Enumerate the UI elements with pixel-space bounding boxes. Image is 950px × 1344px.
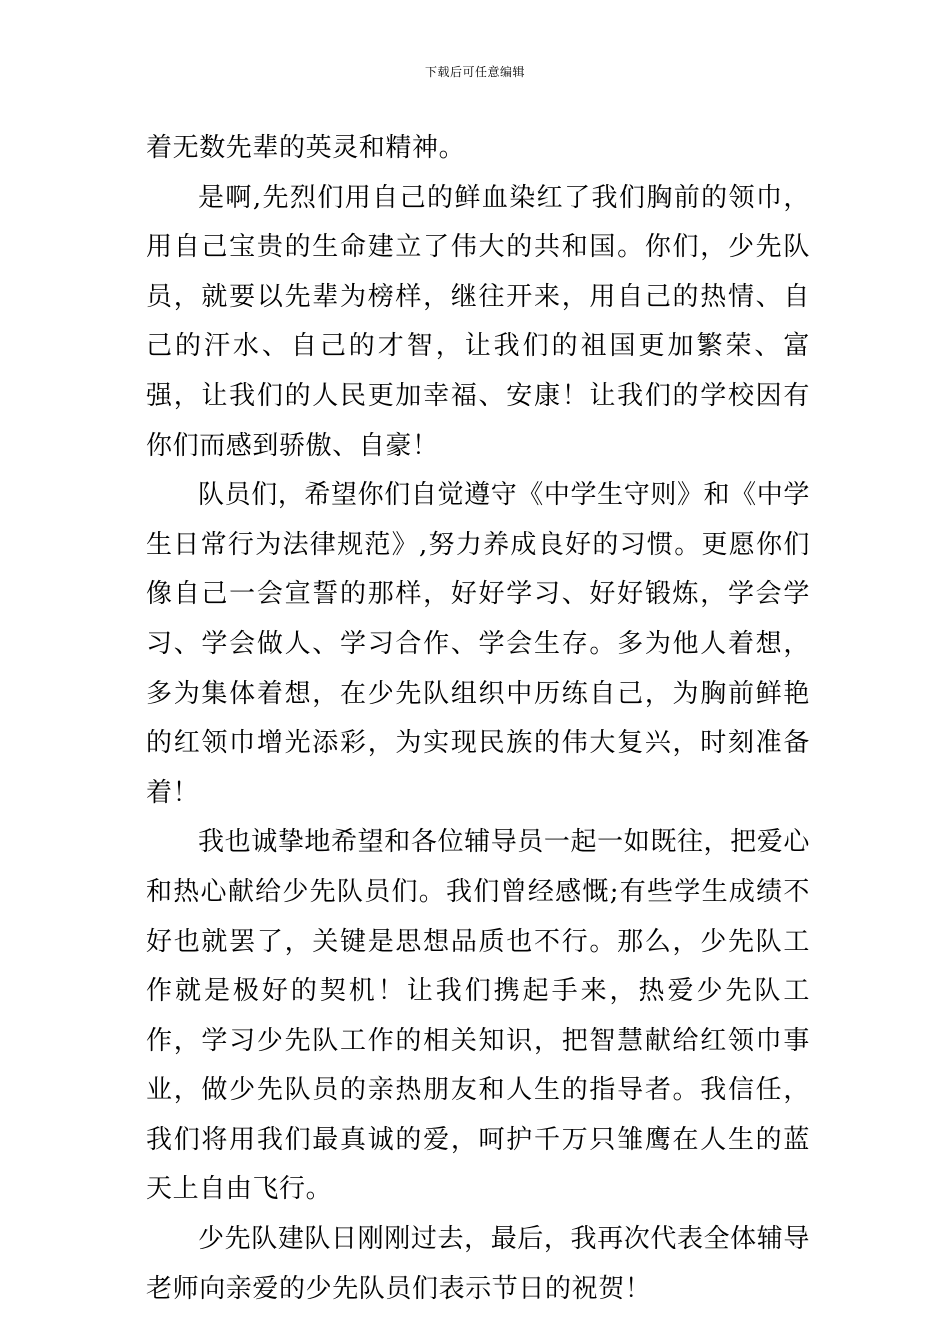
page-header-note: 下载后可任意编辑 (424, 65, 525, 79)
paragraph-3: 队员们，希望你们自觉遵守《中学生守则》和《中学生日常行为法律规范》,努力养成良好的习惯。更愿你们像自己一会宣誓的那样，好好学习、好好锻炼，学会学习、学会做人、学习合作、学会生存。多为他人着想，多为集体着想，在少先队组织中历练自己，为胸前鲜艳的红领巾增光添彩，为实现民族的伟大复兴，时刻准备着！ (146, 480, 810, 808)
paragraph-2: 是啊,先烈们用自己的鲜血染红了我们胸前的领巾，用自己宝贵的生命建立了伟大的共和国。你们，少先队员，就要以先辈为榜样，继往开来，用自己的热情、自己的汗水、自己的才智，让我们的祖国更加繁荣、富强，让我们的人民更加幸福、安康！让我们的学校因有你们而感到骄傲、自豪！ (146, 182, 810, 461)
paragraph-1: 着无数先辈的英灵和精神。 (146, 133, 466, 163)
paragraph-4: 我也诚挚地希望和各位辅导员一起一如既往，把爱心和热心献给少先队员们。我们曾经感慨;有些学生成绩不好也就罢了，关键是思想品质也不行。那么，少先队工作就是极好的契机！让我们携起手来，热爱少先队工作，学习少先队工作的相关知识，把智慧献给红领巾事业，做少先队员的亲热朋友和人生的指导者。我信任，我们将用我们最真诚的爱，呵护千万只雏鹰在人生的蓝天上自由飞行。 (146, 827, 810, 1205)
paragraph-5: 少先队建队日刚刚过去，最后，我再次代表全体辅导老师向亲爱的少先队员们表示节日的祝贺！ (146, 1224, 810, 1304)
document-body (146, 124, 810, 1314)
